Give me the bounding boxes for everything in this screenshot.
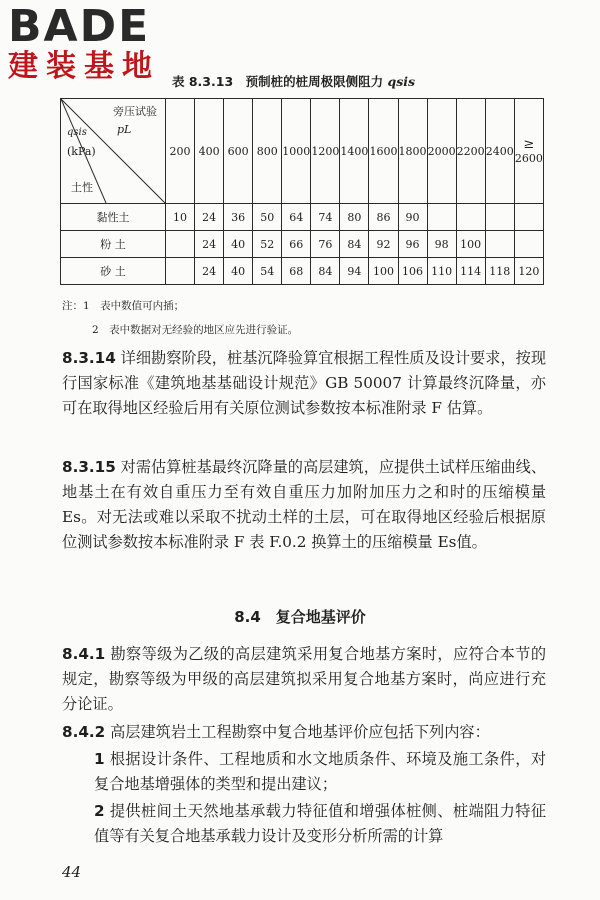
- list-item-1: [62, 747, 546, 797]
- corner-qs-symbol: qsis: [67, 127, 87, 138]
- table-header-row: [61, 99, 544, 204]
- corner-test-label: 旁压试验: [113, 105, 157, 118]
- table-row: [61, 258, 544, 285]
- table-cell: 66: [282, 231, 311, 258]
- column-header: 2200: [456, 99, 485, 204]
- list-item-2: [62, 799, 546, 849]
- page-number: 44: [62, 863, 82, 881]
- table-cell: 80: [340, 204, 369, 231]
- table-note: 注：1 表中数值可内插；: [62, 300, 185, 312]
- table-cell: 36: [224, 204, 253, 231]
- brand-logo: [8, 1, 183, 84]
- table-cell: 74: [311, 204, 340, 231]
- table-cell: 90: [398, 204, 427, 231]
- table-cell: 84: [340, 231, 369, 258]
- soil-type-cell: 黏性土: [61, 204, 166, 231]
- table-cell: 120: [514, 258, 543, 285]
- table-cell: [166, 231, 195, 258]
- clause-number: 8.3.14: [62, 349, 116, 367]
- table-cell: 94: [340, 258, 369, 285]
- column-header: 1600: [369, 99, 398, 204]
- table-cell: 24: [195, 231, 224, 258]
- table-notes: [62, 294, 298, 342]
- pile-resistance-table: [60, 98, 544, 285]
- column-header: 400: [195, 99, 224, 204]
- table-cell: 84: [311, 258, 340, 285]
- column-header-last: [514, 99, 543, 204]
- caption-symbol: qsis: [387, 74, 416, 89]
- table-row: [61, 231, 544, 258]
- table-cell: 68: [282, 258, 311, 285]
- table-cell: 106: [398, 258, 427, 285]
- table-cell: 92: [369, 231, 398, 258]
- table-cell: 76: [311, 231, 340, 258]
- table-cell: 54: [253, 258, 282, 285]
- table-note: 2 表中数据对无经验的地区应先进行验证。: [92, 324, 299, 336]
- table-cell: 100: [456, 231, 485, 258]
- clause-number: 8.4.1: [62, 645, 106, 663]
- table-cell: 64: [282, 204, 311, 231]
- clause-8-4-2: [62, 720, 546, 745]
- last-column-value: 2600: [514, 151, 543, 165]
- list-item-text: 根据设计条件、工程地质和水文地质条件、环境及施工条件，对复合地基增强体的类型和提出建议；: [94, 750, 547, 793]
- column-header: 2400: [485, 99, 514, 204]
- clause-text: 高层建筑岩土工程勘察中复合地基评价应包括下列内容：: [110, 723, 490, 741]
- table-cell: 40: [224, 258, 253, 285]
- clause-text: 勘察等级为乙级的高层建筑采用复合地基方案时，应符合本节的规定，勘察等级为甲级的高层建筑拟采用复合地基方案时，尚应进行充分论证。: [62, 645, 547, 713]
- table-cell: [514, 231, 543, 258]
- table-caption: 表 8.3.13 预制桩的桩周极限侧阻力 qsis: [172, 74, 416, 89]
- soil-type-cell: 砂 土: [61, 258, 166, 285]
- table-cell: 114: [456, 258, 485, 285]
- column-header: 1800: [398, 99, 427, 204]
- clause-8-3-14: [62, 346, 546, 421]
- table-cell: 110: [427, 258, 456, 285]
- column-header: 1200: [311, 99, 340, 204]
- table-cell: 10: [166, 204, 195, 231]
- table-cell: 100: [369, 258, 398, 285]
- column-header: 800: [253, 99, 282, 204]
- clause-number: 8.3.15: [62, 458, 116, 476]
- table-cell: [427, 204, 456, 231]
- column-header: 200: [166, 99, 195, 204]
- table-row: [61, 204, 544, 231]
- table-cell: 40: [224, 231, 253, 258]
- clause-8-3-15: [62, 455, 546, 555]
- clause-text: 对需估算桩基最终沉降量的高层建筑，应提供土试样压缩曲线、地基土在有效自重压力至有效自重压力加附加压力之和时的压缩模量 Es。对无法或难以采取不扰动土样的土层，可在取得地区经验后根据原位测试参数按本标准附录 F 表 F.0.2 换算土的压缩模量 Es值。: [62, 458, 547, 551]
- list-item-text: 提供桩间土天然地基承载力特征值和增强体桩侧、桩端阻力特征值等有关复合地基承载力设计及变形分析所需的计算: [94, 802, 547, 845]
- table-cell: 50: [253, 204, 282, 231]
- table-cell: 98: [427, 231, 456, 258]
- soil-type-cell: 粉 土: [61, 231, 166, 258]
- clause-number: 8.4.2: [62, 723, 106, 741]
- corner-pl-symbol: pL: [117, 123, 132, 136]
- table-cell: 24: [195, 204, 224, 231]
- table-cell: 118: [485, 258, 514, 285]
- table-cell: [456, 204, 485, 231]
- logo-wordmark: BADE: [8, 1, 151, 52]
- corner-soil-label: 土性: [71, 181, 93, 194]
- clause-text: 详细勘察阶段，桩基沉降验算宜根据工程性质及设计要求，按现行国家标准《建筑地基基础设计规范》GB 50007 计算最终沉降量，亦可在取得地区经验后用有关原位测试参数按本标准附录 F 估算。: [62, 349, 547, 417]
- table-corner-cell: [61, 99, 166, 204]
- table-cell: [485, 204, 514, 231]
- logo-subtitle: 建装基地: [8, 49, 160, 84]
- ge-sign: ≥: [523, 136, 535, 152]
- table-cell: [485, 231, 514, 258]
- column-header: 1400: [340, 99, 369, 204]
- table-cell: [514, 204, 543, 231]
- section-heading: 8.4 复合地基评价: [234, 608, 366, 626]
- column-header: 2000: [427, 99, 456, 204]
- corner-unit: (kPa): [67, 145, 96, 158]
- column-header: 600: [224, 99, 253, 204]
- list-item-number: 1: [94, 750, 105, 768]
- list-item-number: 2: [94, 802, 105, 820]
- table-cell: [166, 258, 195, 285]
- table-cell: 24: [195, 258, 224, 285]
- table-cell: 86: [369, 204, 398, 231]
- clause-8-4-1: [62, 642, 546, 717]
- table-cell: 52: [253, 231, 282, 258]
- table-cell: 96: [398, 231, 427, 258]
- column-header: 1000: [282, 99, 311, 204]
